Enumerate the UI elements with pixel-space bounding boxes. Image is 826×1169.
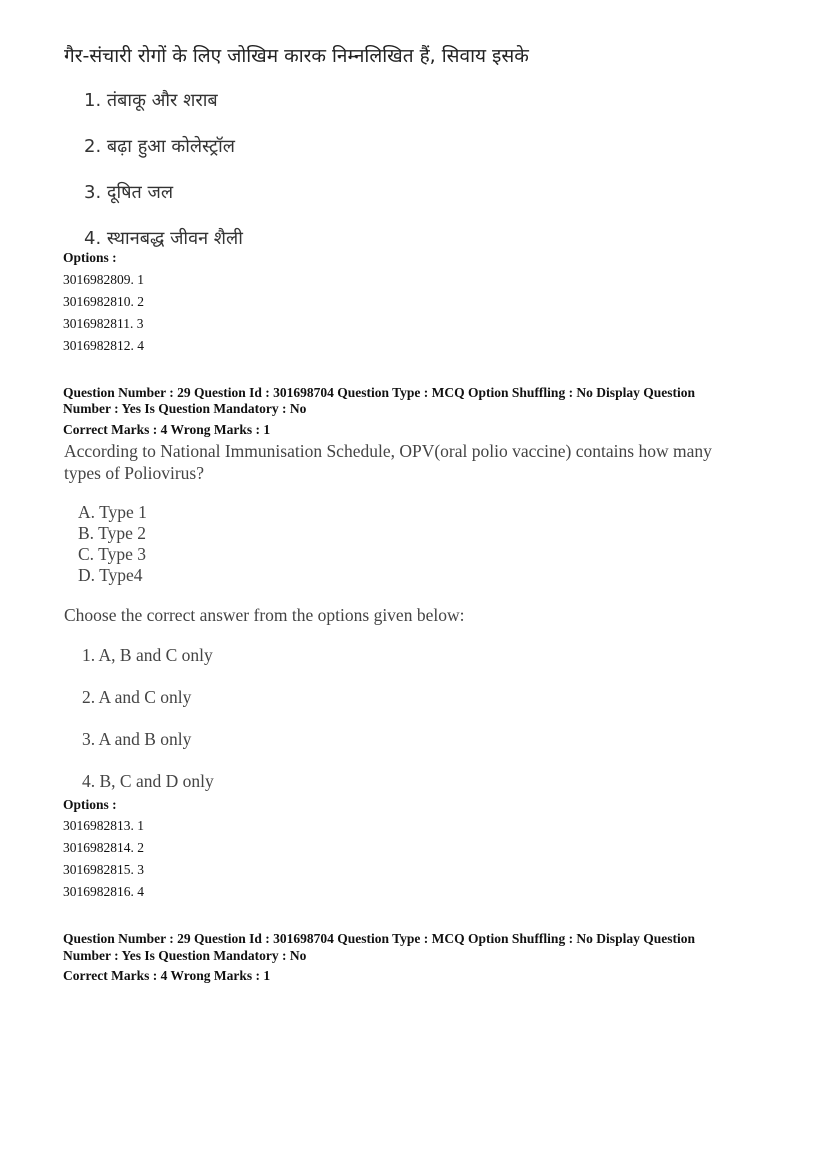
question-29-choice-4: 4. B, C and D only: [82, 771, 214, 791]
question-29-option-id-1: 3016982813. 1: [63, 818, 144, 833]
question-29-text-line-1: According to National Immunisation Schedule, OPV(oral polio vaccine) contains how many: [64, 441, 712, 461]
question-29-repeat-meta-line-1: Question Number : 29 Question Id : 301698704 Question Type : MCQ Option Shuffling : No Display Question: [63, 931, 695, 946]
question-29-statement-a: A. Type 1: [78, 502, 147, 522]
question-29-statement-b: B. Type 2: [78, 523, 146, 543]
question-28-choice-1: 1. तंबाकू और शराब: [84, 90, 218, 111]
question-29-statement-d: D. Type4: [78, 565, 143, 585]
question-29-text-line-2: types of Poliovirus?: [64, 463, 204, 483]
question-29-choice-3: 3. A and B only: [82, 729, 192, 749]
question-28-options-label: Options :: [63, 250, 117, 265]
question-29-marks: Correct Marks : 4 Wrong Marks : 1: [63, 422, 271, 437]
question-28-option-id-2: 3016982810. 2: [63, 294, 144, 309]
question-28-choice-4: 4. स्थानबद्ध जीवन शैली: [84, 228, 243, 249]
question-28-option-id-4: 3016982812. 4: [63, 338, 144, 353]
question-28-option-id-3: 3016982811. 3: [63, 316, 144, 331]
question-29-choice-1: 1. A, B and C only: [82, 645, 213, 665]
question-29-repeat-meta-line-2: Number : Yes Is Question Mandatory : No: [63, 948, 307, 963]
question-28-choice-2: 2. बढ़ा हुआ कोलेस्ट्रॉल: [84, 136, 235, 157]
question-29-instruction: Choose the correct answer from the options given below:: [64, 605, 465, 625]
question-29-option-id-3: 3016982815. 3: [63, 862, 144, 877]
question-29-statement-c: C. Type 3: [78, 544, 146, 564]
question-29-option-id-4: 3016982816. 4: [63, 884, 144, 899]
question-29-meta-line-2: Number : Yes Is Question Mandatory : No: [63, 401, 307, 416]
question-29-options-label: Options :: [63, 797, 117, 812]
question-29-meta-line-1: Question Number : 29 Question Id : 301698704 Question Type : MCQ Option Shuffling : No Display Question: [63, 385, 695, 400]
question-29-option-id-2: 3016982814. 2: [63, 840, 144, 855]
question-28-choice-3: 3. दूषित जल: [84, 182, 174, 203]
question-28-option-id-1: 3016982809. 1: [63, 272, 144, 287]
question-28-text: गैर-संचारी रोगों के लिए जोखिम कारक निम्नलिखित हैं, सिवाय इसके: [64, 45, 529, 67]
question-29-repeat-marks: Correct Marks : 4 Wrong Marks : 1: [63, 968, 271, 983]
question-29-choice-2: 2. A and C only: [82, 687, 192, 707]
